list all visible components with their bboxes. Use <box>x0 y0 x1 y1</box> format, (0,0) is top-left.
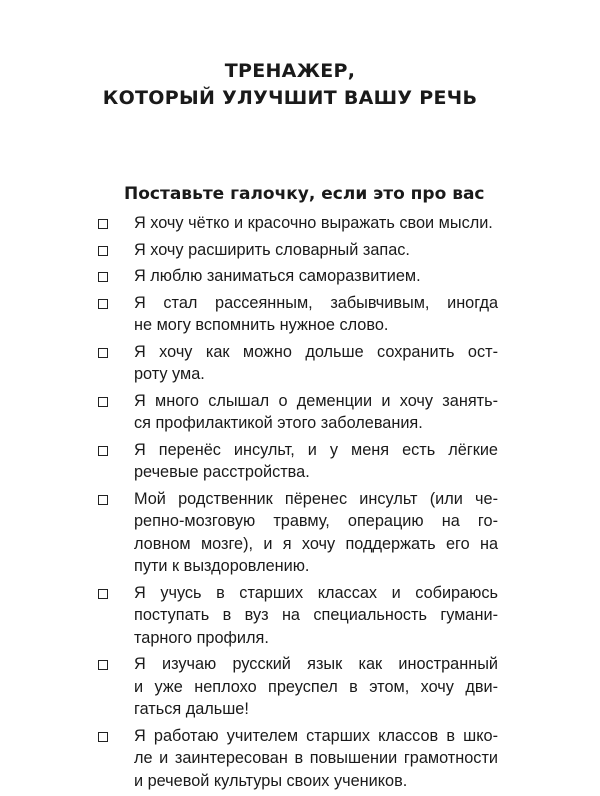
checklist-item <box>98 439 498 484</box>
checklist-item <box>98 239 498 262</box>
checkbox[interactable] <box>98 732 108 742</box>
checklist-heading: Поставьте галочку, если это про вас <box>124 184 485 204</box>
checklist-item-line: Я хочу чётко и красочно выражать свои мысли. <box>134 214 493 232</box>
checklist-item <box>98 488 498 578</box>
checklist-item-line: пути к выздоровлению. <box>134 557 310 575</box>
checklist-item-line: и речевой культуры своих учеников. <box>134 771 408 790</box>
checklist-item-line: Мой родственник пёренес инсульт (или че- <box>134 489 498 508</box>
page-title <box>0 58 580 112</box>
checklist-item-line: Я изучаю русский язык как иностранный <box>134 655 498 673</box>
checklist-item-line: Я стал рассеянным, забывчивым, иногда <box>134 293 498 312</box>
checkbox[interactable] <box>98 272 108 282</box>
checklist-item-text <box>134 488 498 578</box>
checkbox[interactable] <box>98 446 108 456</box>
checklist-item-line: и уже неплохо преуспел в этом, хочу дви- <box>134 677 498 696</box>
checklist-item-line: гаться дальше! <box>134 700 249 718</box>
checklist-item-text <box>134 265 498 288</box>
checklist-item-line: ся профилактикой этого заболевания. <box>134 414 423 432</box>
checklist-item-text <box>134 439 498 484</box>
title-line-1: ТРЕНАЖЕР, <box>224 60 356 82</box>
checklist-item-line: Я люблю заниматься саморазвитием. <box>134 267 421 285</box>
title-line-2: КОТОРЫЙ УЛУЧШИТ ВАШУ РЕЧЬ <box>102 87 478 109</box>
checklist-item-text <box>134 212 498 235</box>
checklist-item-line: роту ума. <box>134 365 205 383</box>
checklist-item-text <box>134 725 498 793</box>
checkbox[interactable] <box>98 397 108 407</box>
checklist-item <box>98 390 498 435</box>
checklist-item-text <box>134 390 498 435</box>
checkbox[interactable] <box>98 299 108 309</box>
checklist-item-text <box>134 292 498 337</box>
checklist-item-line: Я перенёс инсульт, и у меня есть лёгкие <box>134 440 498 459</box>
checklist-item <box>98 341 498 386</box>
checklist-item <box>98 582 498 650</box>
checkbox[interactable] <box>98 348 108 358</box>
checklist-item <box>98 212 498 235</box>
checklist-item <box>98 265 498 288</box>
checkbox[interactable] <box>98 246 108 256</box>
checklist-item-text <box>134 653 498 721</box>
checklist-item-line: не могу вспомнить нужное слово. <box>134 316 389 334</box>
checkbox[interactable] <box>98 660 108 670</box>
checklist-item-text <box>134 341 498 386</box>
checklist-item <box>98 292 498 337</box>
checklist-item-text <box>134 239 498 262</box>
checklist <box>98 212 498 796</box>
checklist-item-line: ловном мозге), и я хочу поддержать его на <box>134 534 498 553</box>
checklist-item-line: Я много слышал о деменции и хочу занять- <box>134 391 498 410</box>
checklist-item-line: ле и заинтересован в повышении грамотности <box>134 749 498 767</box>
checklist-item-line: репно-мозговую травму, операцию на го- <box>134 512 498 530</box>
checklist-item-line: Я учусь в старших классах и собираюсь <box>134 583 498 602</box>
checklist-item-line: поступать в вуз на специальность гумани- <box>134 606 498 624</box>
checklist-item-line: речевые расстройства. <box>134 463 310 481</box>
checklist-item-text <box>134 582 498 650</box>
checklist-item-line: Я работаю учителем старших классов в шко- <box>134 726 498 745</box>
checklist-item <box>98 725 498 793</box>
checkbox[interactable] <box>98 219 108 229</box>
checklist-item-line: Я хочу расширить словарный запас. <box>134 240 410 259</box>
checklist-item-line: Я хочу как можно дольше сохранить ост- <box>134 342 498 361</box>
checklist-item <box>98 653 498 721</box>
checklist-item-line: тарного профиля. <box>134 628 269 647</box>
checkbox[interactable] <box>98 495 108 505</box>
checkbox[interactable] <box>98 589 108 599</box>
